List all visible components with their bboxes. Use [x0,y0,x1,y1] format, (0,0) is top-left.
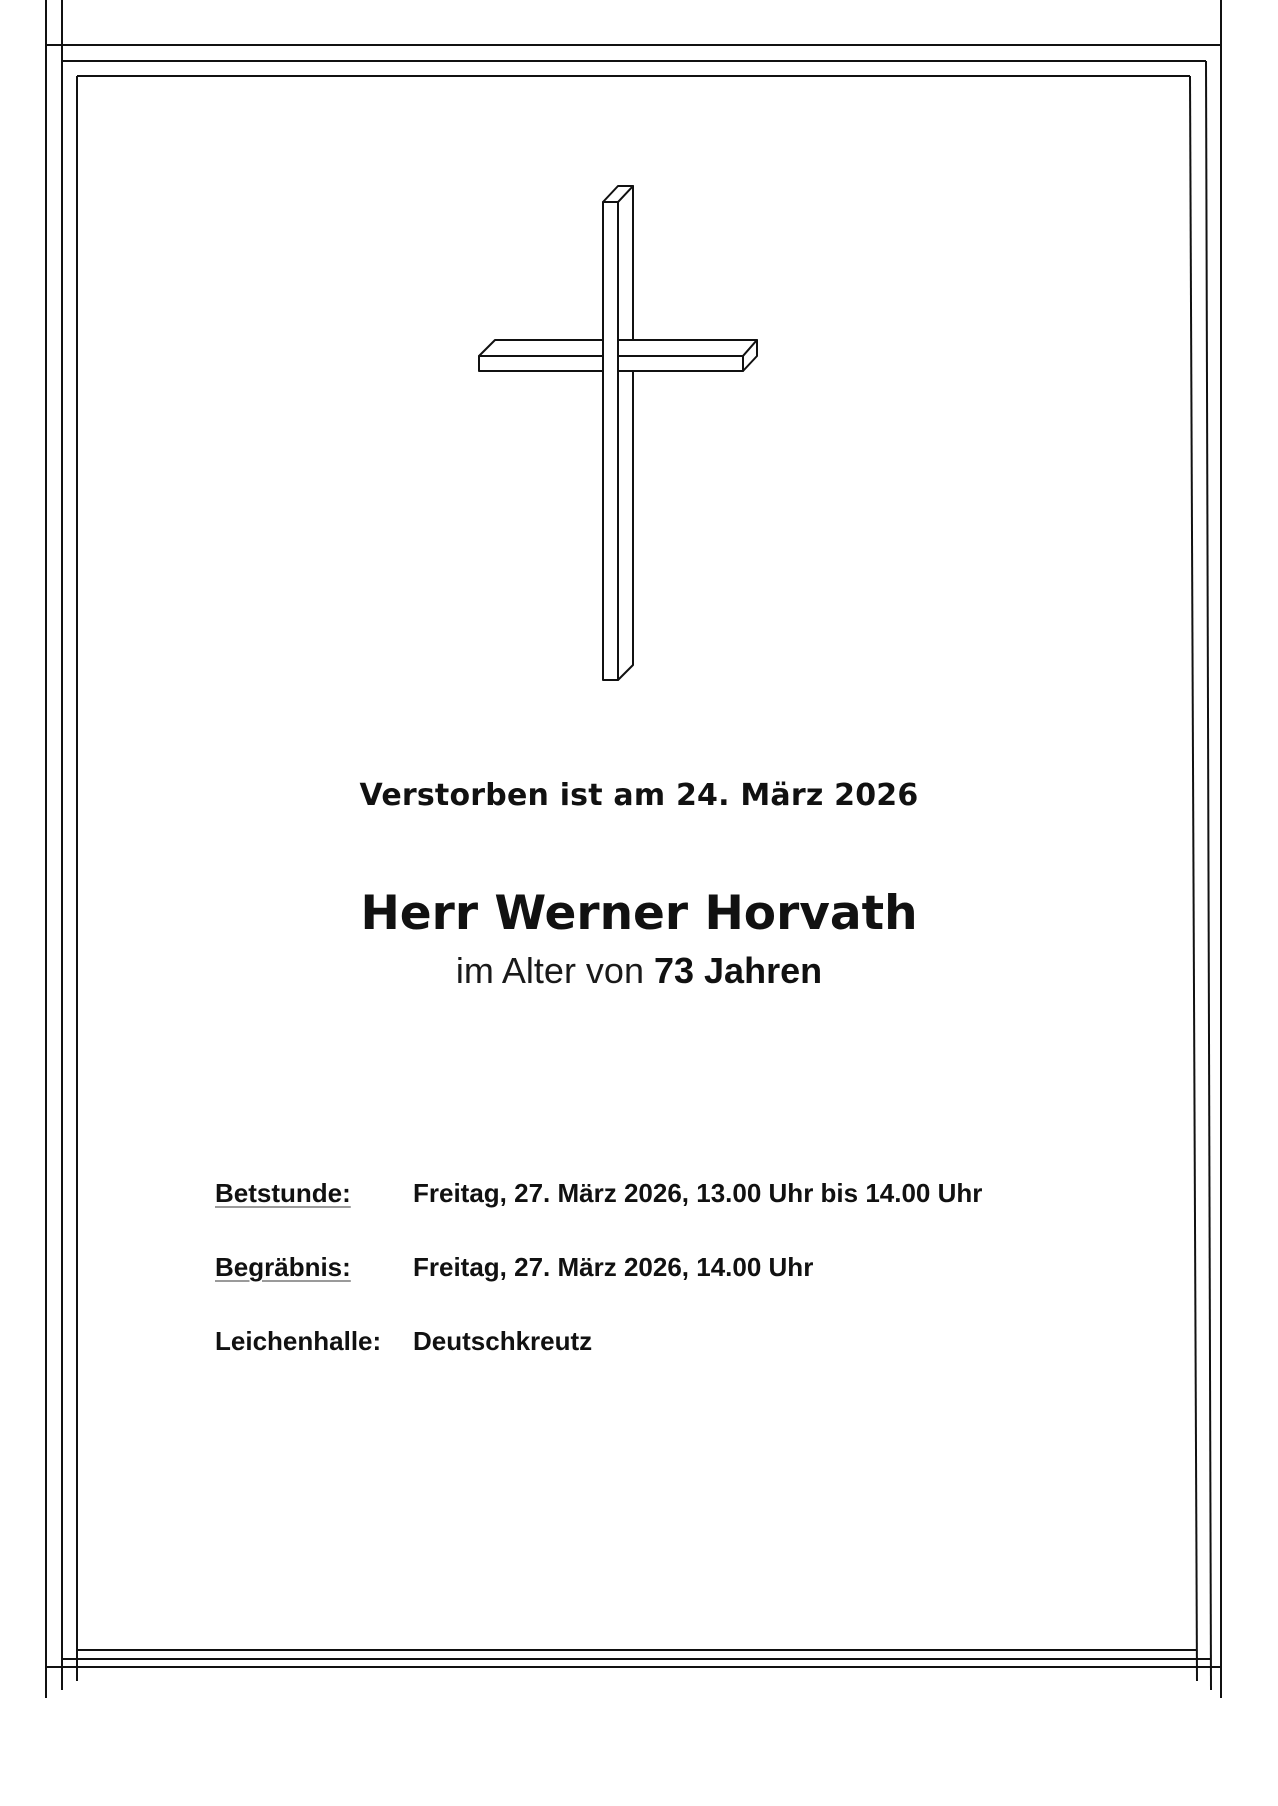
detail-value: Freitag, 27. März 2026, 13.00 Uhr bis 14.00 Uhr [413,1178,983,1208]
detail-label: Begräbnis: [215,1252,351,1282]
detail-value: Deutschkreutz [413,1326,593,1356]
age-prefix: im Alter von [455,950,654,991]
death-date-line: Verstorben ist am 24. März 2026 [359,778,919,813]
detail-value: Freitag, 27. März 2026, 14.00 Uhr [413,1252,814,1282]
detail-label: Leichenhalle: [215,1326,382,1356]
deceased-name: Herr Werner Horvath [360,886,918,941]
age-value: 73 Jahren [653,950,823,991]
age-line [0,950,1278,992]
detail-label: Betstunde: [215,1178,351,1208]
